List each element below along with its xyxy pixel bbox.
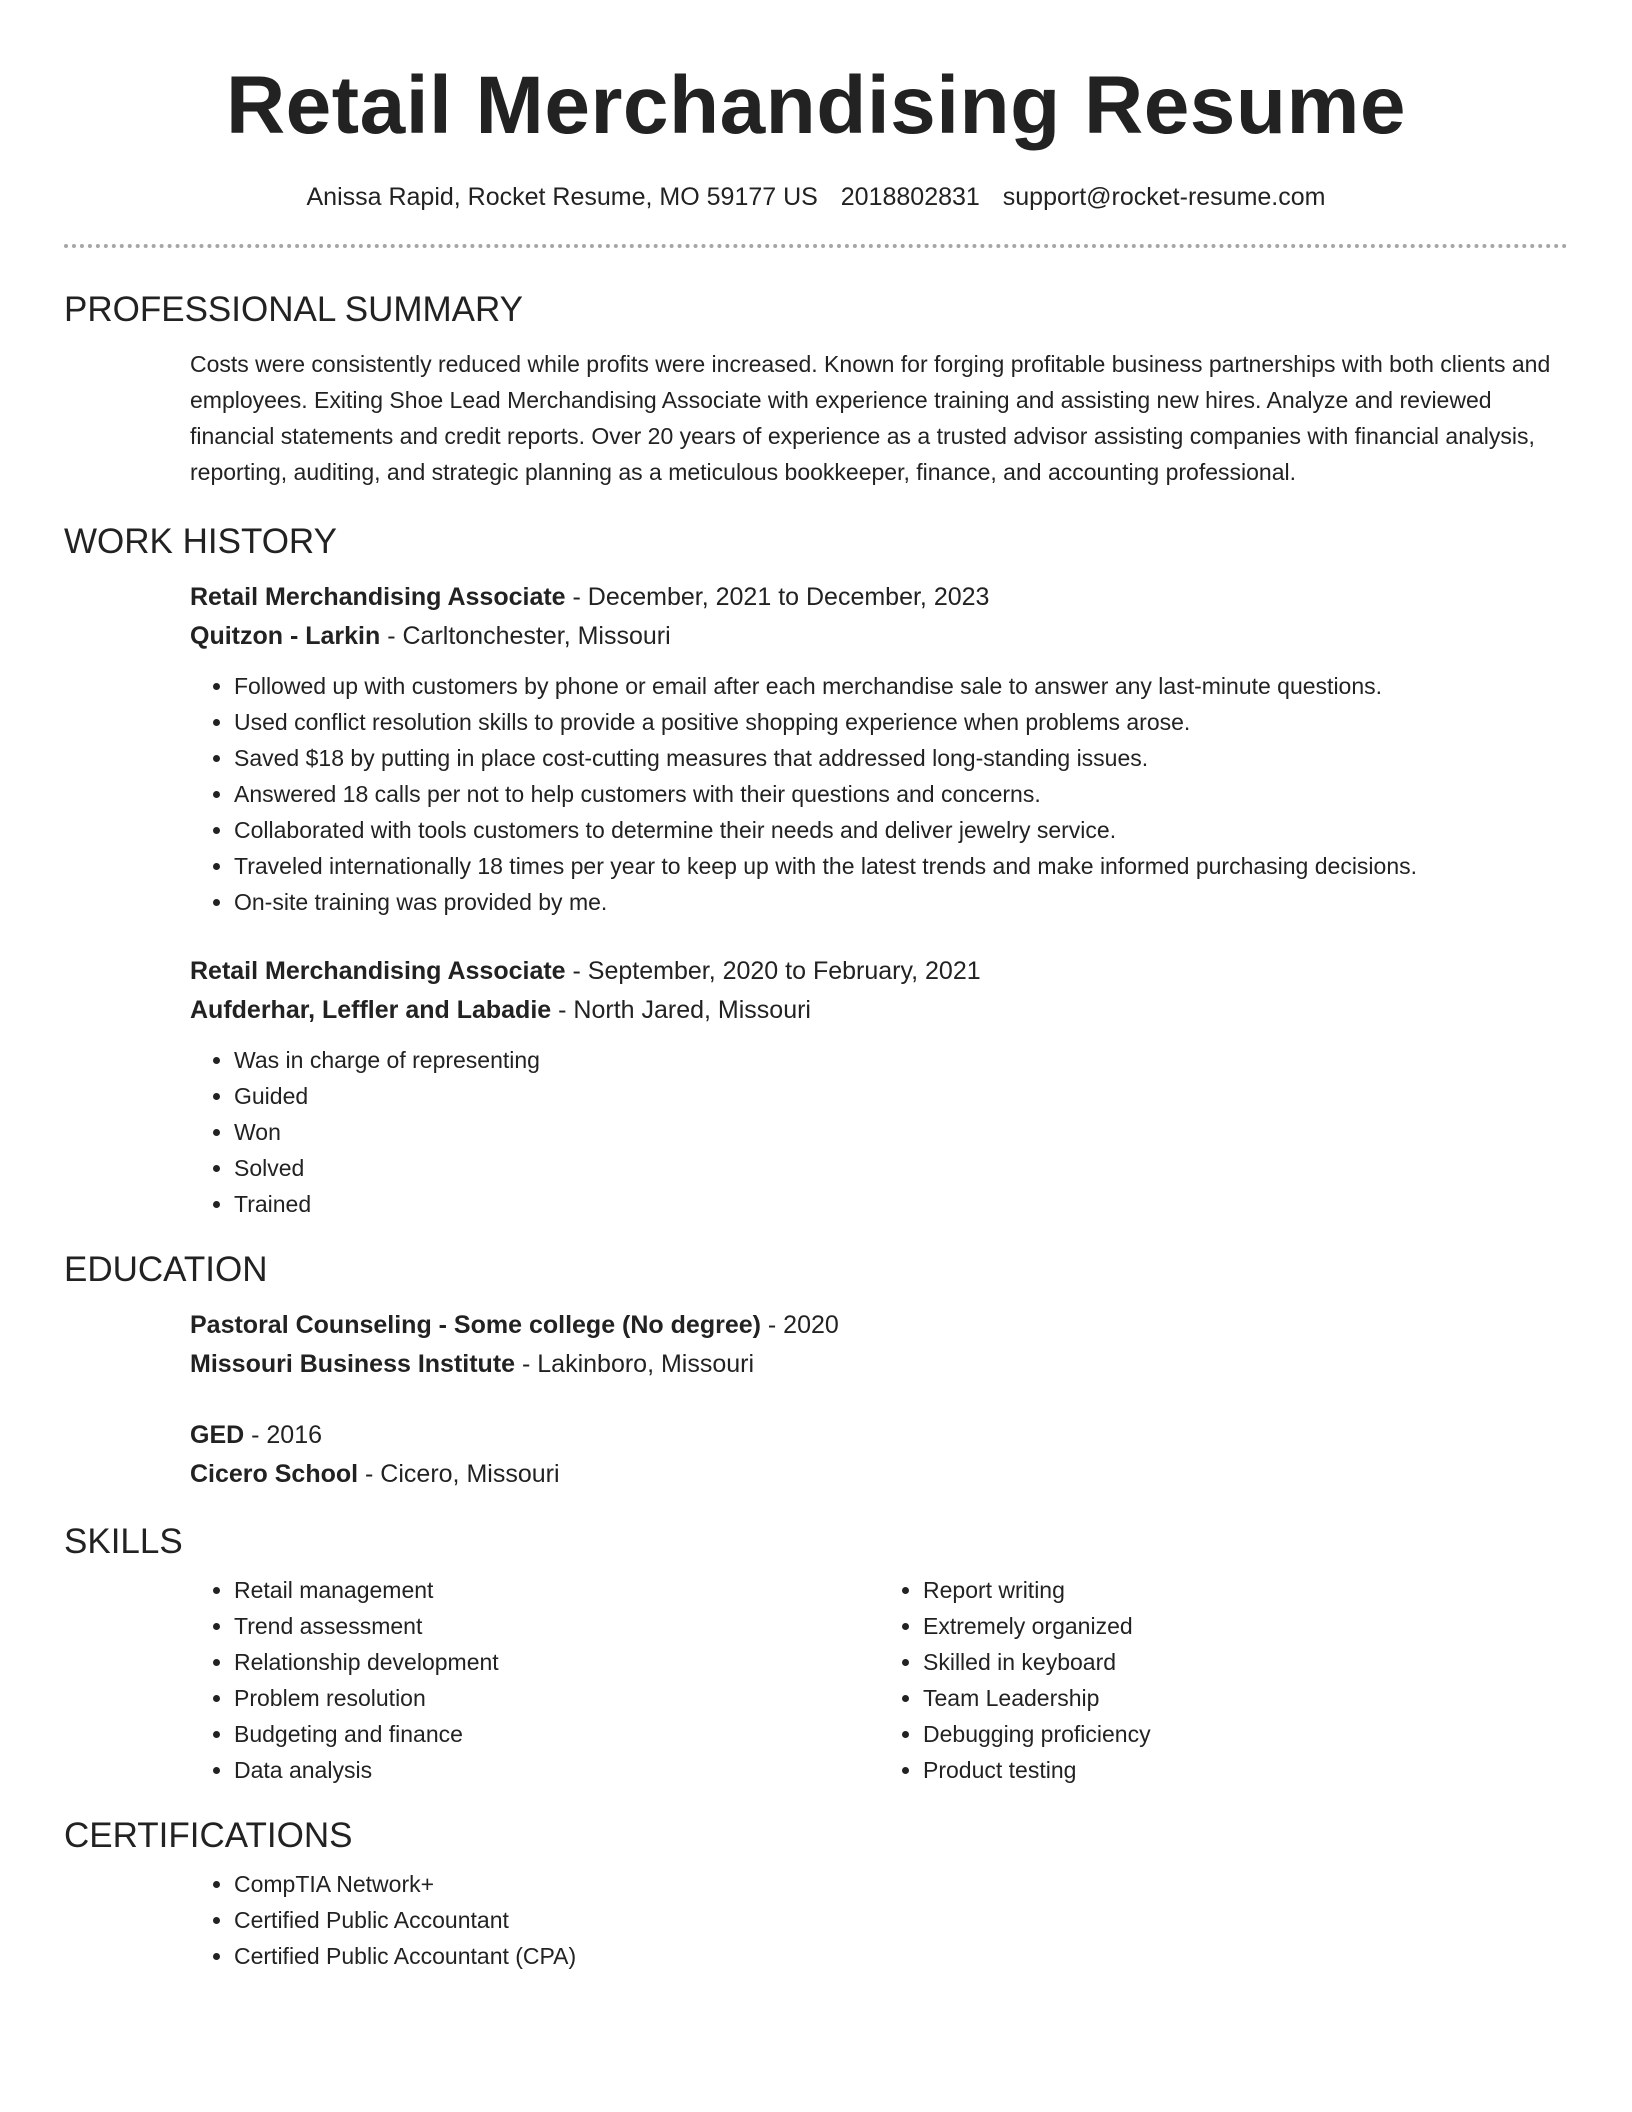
job-company-line: [190, 991, 1568, 1030]
job-company: Aufderhar, Leffler and Labadie: [190, 996, 552, 1024]
list-item: • Guided: [234, 1078, 1568, 1114]
job-dates: - December, 2021 to December, 2023: [565, 583, 990, 611]
degree: Pastoral Counseling - Some college (No degree): [190, 1311, 761, 1339]
job-entry: [190, 578, 1568, 920]
summary-section: [64, 288, 1568, 490]
contact-email: support@rocket-resume.com: [1002, 183, 1326, 211]
summary-text: Costs were consistently reduced while profits were increased. Known for forging profitable business partnerships with both clients and employees. Exiting Shoe Lead Merchandising Associate with experience training and assisting new hires. Analyze and reviewed financial statements and credit reports. Over 20 years of experience as a trusted advisor assisting companies with financial analysis, reporting, auditing, and strategic planning as a meticulous bookkeeper, finance, and accounting professional.: [190, 351, 1551, 485]
list-item: • Extremely organized: [923, 1608, 1568, 1644]
work-history-section: [64, 520, 1568, 1222]
list-item: • Certified Public Accountant: [234, 1902, 1568, 1938]
list-item: • Retail management: [234, 1572, 879, 1608]
header-divider: [64, 244, 1568, 248]
contact-line: [64, 180, 1568, 214]
education-entry: [190, 1416, 1568, 1494]
list-item: • Data analysis: [234, 1752, 879, 1788]
list-item: • On-site training was provided by me.: [234, 884, 1568, 920]
job-company-line: [190, 617, 1568, 656]
job-location: - North Jared, Missouri: [551, 996, 811, 1024]
work-history-heading: WORK HISTORY: [64, 522, 337, 561]
list-item: • Trained: [234, 1186, 1568, 1222]
list-item: • Followed up with customers by phone or email after each merchandise sale to answer any last-minute questions.: [234, 668, 1568, 704]
job-title: Retail Merchandising Associate: [190, 583, 566, 611]
job-company: Quitzon - Larkin: [190, 622, 381, 650]
certifications-list: [190, 1866, 1568, 1974]
skills-list-right: [879, 1572, 1568, 1788]
skills-grid: [190, 1572, 1568, 1788]
degree-line: [190, 1306, 1568, 1345]
list-item: • Collaborated with tools customers to determine their needs and deliver jewelry service.: [234, 812, 1568, 848]
certifications-section: [64, 1814, 1568, 1974]
resume-page: [64, 0, 1568, 1974]
job-title-line: [190, 952, 1568, 991]
list-item: • Budgeting and finance: [234, 1716, 879, 1752]
list-item: • Skilled in keyboard: [923, 1644, 1568, 1680]
list-item: • Was in charge of representing: [234, 1042, 1568, 1078]
list-item: • Team Leadership: [923, 1680, 1568, 1716]
list-item: • Solved: [234, 1150, 1568, 1186]
list-item: • Certified Public Accountant (CPA): [234, 1938, 1568, 1974]
summary-heading: PROFESSIONAL SUMMARY: [64, 290, 523, 329]
list-item: • Trend assessment: [234, 1608, 879, 1644]
list-item: • CompTIA Network+: [234, 1866, 1568, 1902]
contact-address: Anissa Rapid, Rocket Resume, MO 59177 US: [306, 183, 818, 211]
school: Missouri Business Institute: [190, 1350, 516, 1378]
school-location: - Lakinboro, Missouri: [515, 1350, 755, 1378]
list-item: • Answered 18 calls per not to help customers with their questions and concerns.: [234, 776, 1568, 812]
degree: GED: [190, 1421, 245, 1449]
school-line: [190, 1455, 1568, 1494]
degree-year: - 2016: [244, 1421, 323, 1449]
education-section: [64, 1248, 1568, 1494]
job-entry: [190, 952, 1568, 1222]
degree-year: - 2020: [760, 1311, 839, 1339]
list-item: • Report writing: [923, 1572, 1568, 1608]
school-location: - Cicero, Missouri: [358, 1460, 560, 1488]
job-duties-list: [190, 668, 1568, 920]
list-item: • Relationship development: [234, 1644, 879, 1680]
school: Cicero School: [190, 1460, 359, 1488]
list-item: • Won: [234, 1114, 1568, 1150]
list-item: • Debugging proficiency: [923, 1716, 1568, 1752]
resume-title: Retail Merchandising Resume: [225, 60, 1407, 151]
contact-phone: 2018802831: [840, 183, 980, 211]
job-duties-list: [190, 1042, 1568, 1222]
list-item: • Product testing: [923, 1752, 1568, 1788]
skills-section: [64, 1520, 1568, 1788]
job-title-line: [190, 578, 1568, 617]
job-dates: - September, 2020 to February, 2021: [565, 957, 981, 985]
skills-list-left: [190, 1572, 879, 1788]
job-title: Retail Merchandising Associate: [190, 957, 566, 985]
degree-line: [190, 1416, 1568, 1455]
education-heading: EDUCATION: [64, 1250, 268, 1289]
job-location: - Carltonchester, Missouri: [380, 622, 671, 650]
list-item: • Saved $18 by putting in place cost-cutting measures that addressed long-standing issues.: [234, 740, 1568, 776]
education-entry: [190, 1306, 1568, 1384]
skills-heading: SKILLS: [64, 1522, 183, 1561]
school-line: [190, 1345, 1568, 1384]
list-item: • Used conflict resolution skills to provide a positive shopping experience when problems arose.: [234, 704, 1568, 740]
list-item: • Traveled internationally 18 times per year to keep up with the latest trends and make informed purchasing decisions.: [234, 848, 1568, 884]
certifications-heading: CERTIFICATIONS: [64, 1816, 353, 1855]
list-item: • Problem resolution: [234, 1680, 879, 1716]
